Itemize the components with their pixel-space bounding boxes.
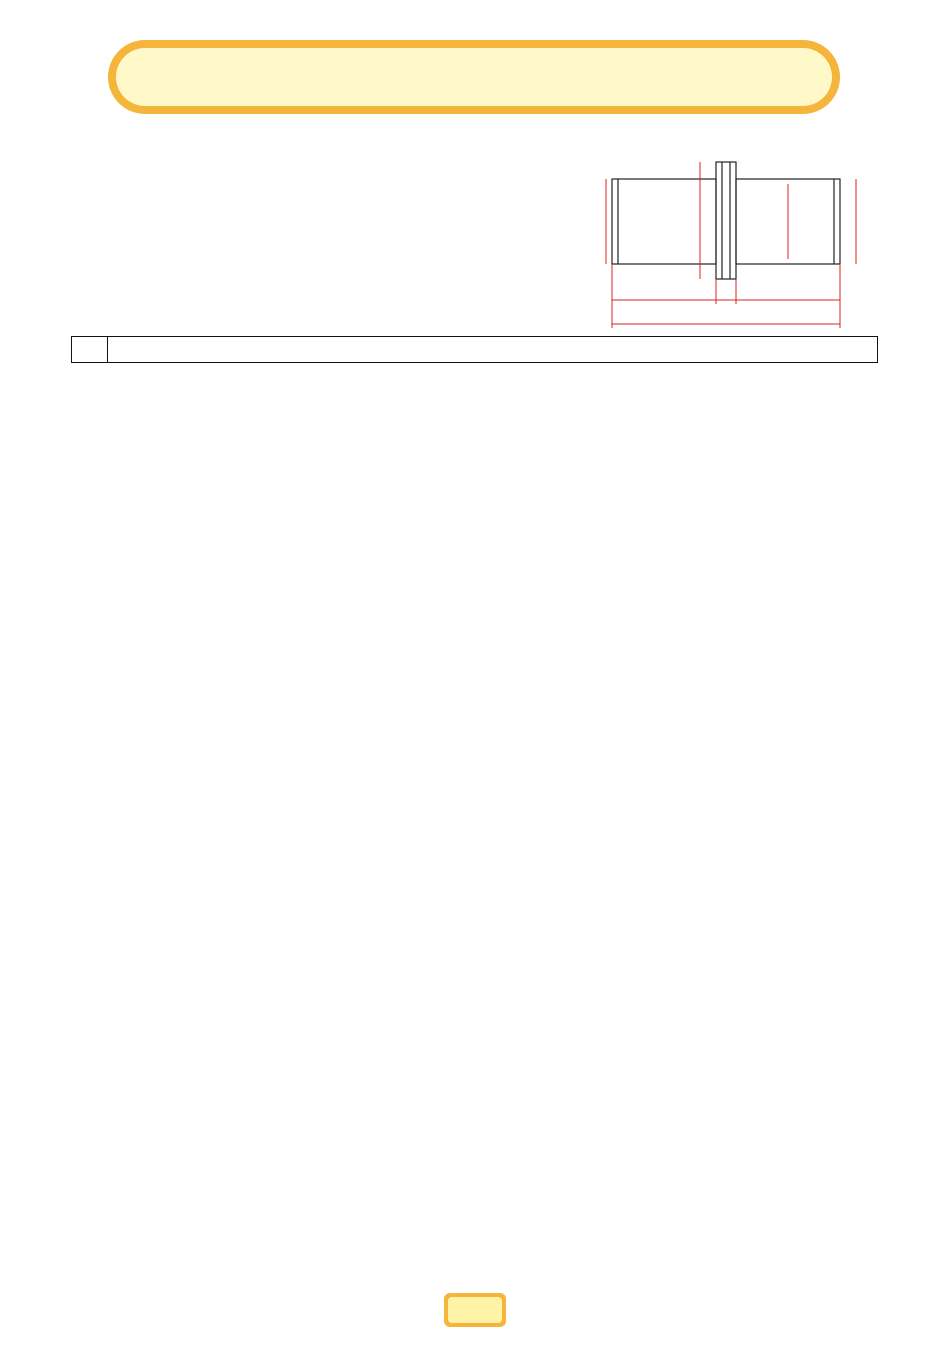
material-line xyxy=(76,314,128,335)
model-name xyxy=(107,337,877,363)
title-banner xyxy=(108,40,840,114)
page-number xyxy=(448,1297,502,1323)
model-label xyxy=(72,337,108,363)
model-row xyxy=(72,337,878,363)
spec-table-body xyxy=(72,337,878,363)
title-banner-inner xyxy=(116,48,832,106)
page-number-badge xyxy=(444,1293,506,1327)
bushing-diagram xyxy=(578,152,878,332)
spec-table xyxy=(71,336,878,363)
